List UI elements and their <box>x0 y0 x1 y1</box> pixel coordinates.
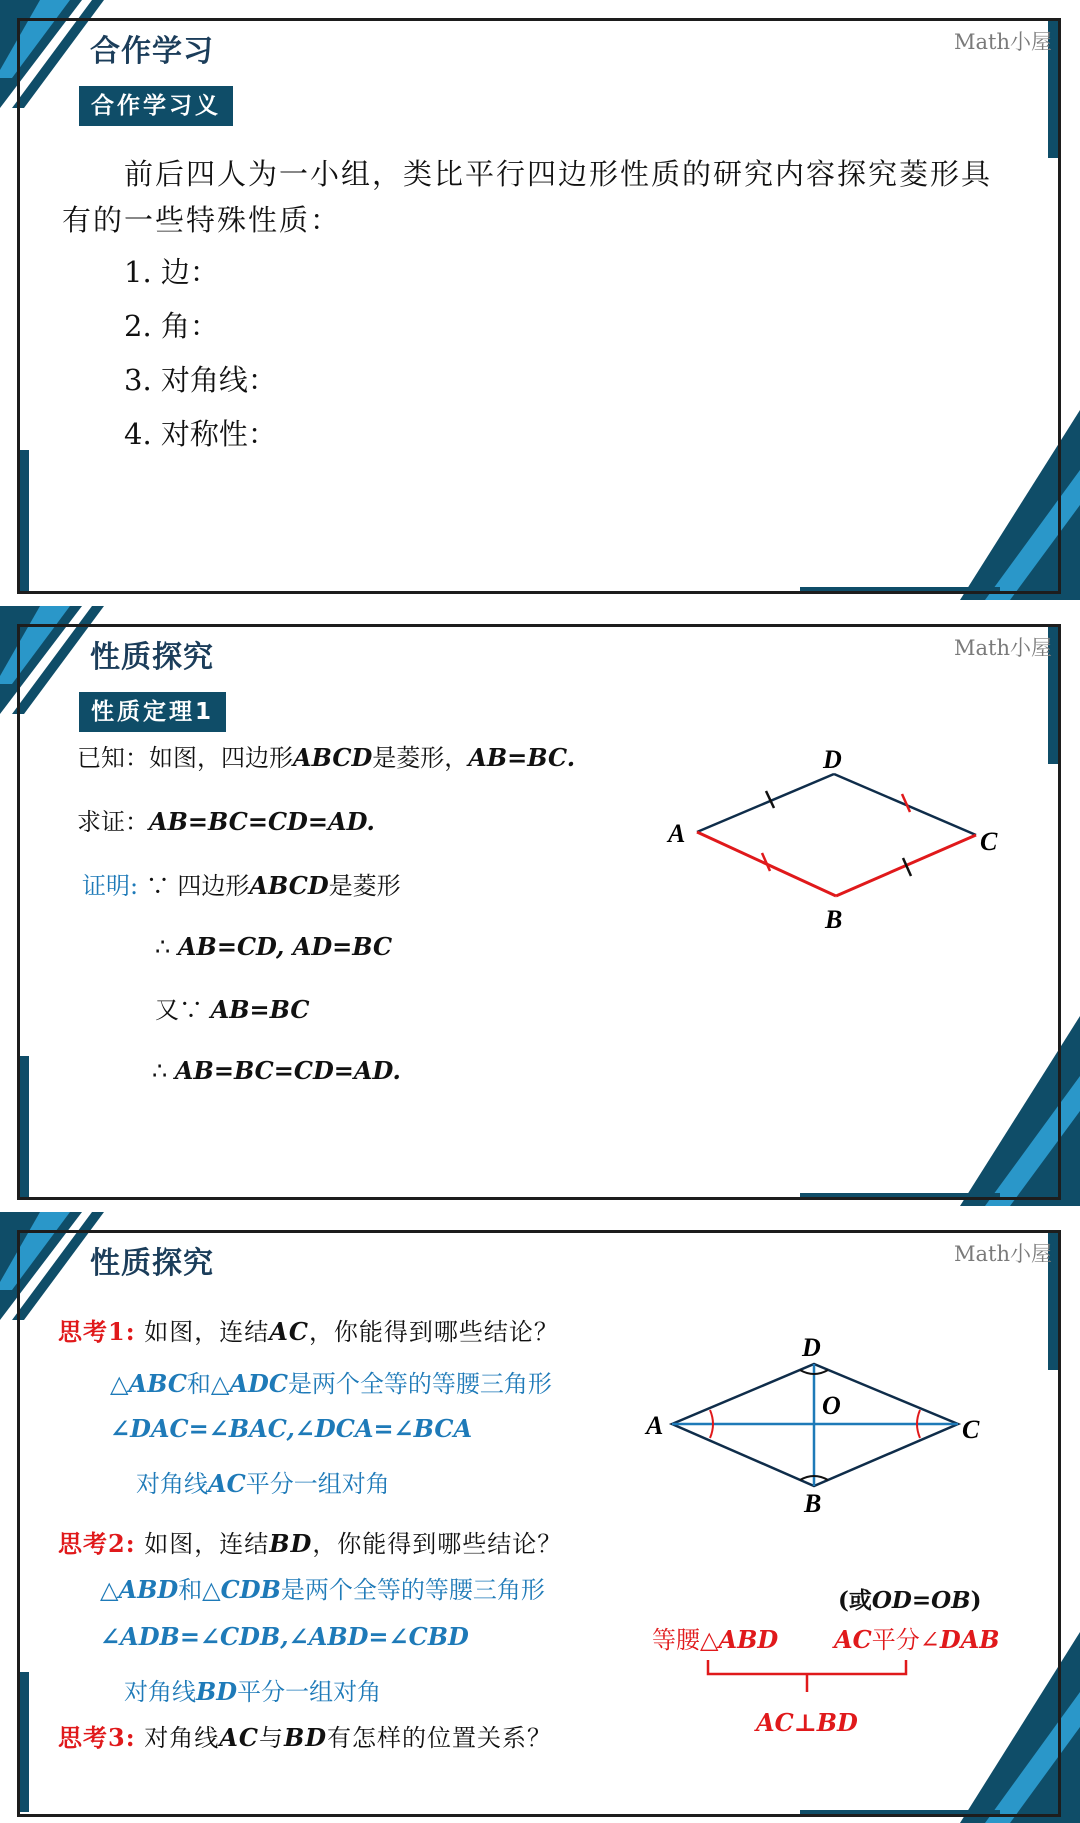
rhombus-diagonals-figure <box>640 1314 980 1518</box>
vertex-label-c: C <box>980 827 998 856</box>
intro-line-2: 有的一些特殊性质： <box>62 203 342 237</box>
brand-watermark: Math小屋 <box>954 30 1052 54</box>
section-title: 合作学习 <box>90 34 214 69</box>
given-statement: 已知：如图，四边形ABCD是菱形，AB=BC. <box>77 743 576 772</box>
section-tag: 合作学习义 <box>79 86 233 126</box>
prove-statement: 求证：AB=BC=CD=AD. <box>77 807 375 836</box>
slide-cooperative-learning <box>0 0 1080 600</box>
note-bisects: AC平分∠DAB <box>834 1625 1000 1654</box>
think-2-question: 思考2: 如图，连结BD，你能得到哪些结论？ <box>58 1529 563 1558</box>
proof-line-4: ∴ AB=BC=CD=AD. <box>152 1056 401 1085</box>
conclusion-brace <box>700 1658 920 1698</box>
vertex-label-a: A <box>646 1411 664 1440</box>
conclusion-1a: △ABC和△ADC是两个全等的等腰三角形 <box>110 1369 552 1398</box>
note-isosceles: 等腰△ABD <box>652 1625 779 1654</box>
think-3-question: 思考3: 对角线AC与BD有怎样的位置关系？ <box>58 1723 553 1752</box>
proof-line-1: 证明: ∵ 四边形ABCD是菱形 <box>82 871 401 900</box>
section-title: 性质探究 <box>90 640 214 675</box>
think-1-label: 思考1: <box>58 1317 136 1346</box>
intro-line-1: 前后四人为一小组，类比平行四边形性质的研究内容探究菱形具 <box>124 157 993 191</box>
list-item: 2. 角： <box>124 309 219 343</box>
vertex-label-d: D <box>802 1333 821 1362</box>
think-3-label: 思考3: <box>58 1723 136 1752</box>
slide-property-theorem-1 <box>0 606 1080 1206</box>
rhombus-figure <box>660 745 998 952</box>
conclusion-2b: ∠ADB=∠CDB,∠ABD=∠CBD <box>100 1622 469 1651</box>
conclusion-1b: ∠DAC=∠BAC,∠DCA=∠BCA <box>110 1414 473 1443</box>
vertex-label-b: B <box>804 1489 822 1518</box>
brand-watermark: Math小屋 <box>954 1242 1052 1266</box>
conclusion-2a: △ABD和△CDB是两个全等的等腰三角形 <box>100 1575 545 1604</box>
conclusion-1c: 对角线AC平分一组对角 <box>136 1469 390 1498</box>
section-title: 性质探究 <box>90 1246 214 1281</box>
note-perpendicular: AC⊥BD <box>756 1708 858 1737</box>
list-item: 4. 对称性： <box>124 417 277 451</box>
note-or-od-ob: (或OD=OB) <box>838 1587 982 1614</box>
section-tag: 性质定理1 <box>79 692 226 732</box>
brand-watermark: Math小屋 <box>954 636 1052 660</box>
slide-property-exploration <box>0 1212 1080 1823</box>
list-item: 1. 边： <box>124 255 219 289</box>
conclusion-2c: 对角线BD平分一组对角 <box>124 1677 382 1706</box>
think-2-label: 思考2: <box>58 1529 136 1558</box>
proof-line-3: 又∵ AB=BC <box>155 995 310 1024</box>
vertex-label-c: C <box>962 1415 980 1444</box>
proof-label: 证明: <box>82 872 139 900</box>
think-1-question: 思考1: 如图，连结AC，你能得到哪些结论？ <box>58 1317 559 1346</box>
list-item: 3. 对角线： <box>124 363 277 397</box>
center-label-o: O <box>822 1391 841 1420</box>
vertex-label-b: B <box>825 905 843 934</box>
vertex-label-d: D <box>823 745 842 774</box>
edge-ad <box>697 774 834 832</box>
edge-dc <box>834 774 976 835</box>
vertex-label-a: A <box>668 819 686 848</box>
proof-line-2: ∴ AB=CD, AD=BC <box>155 932 393 961</box>
